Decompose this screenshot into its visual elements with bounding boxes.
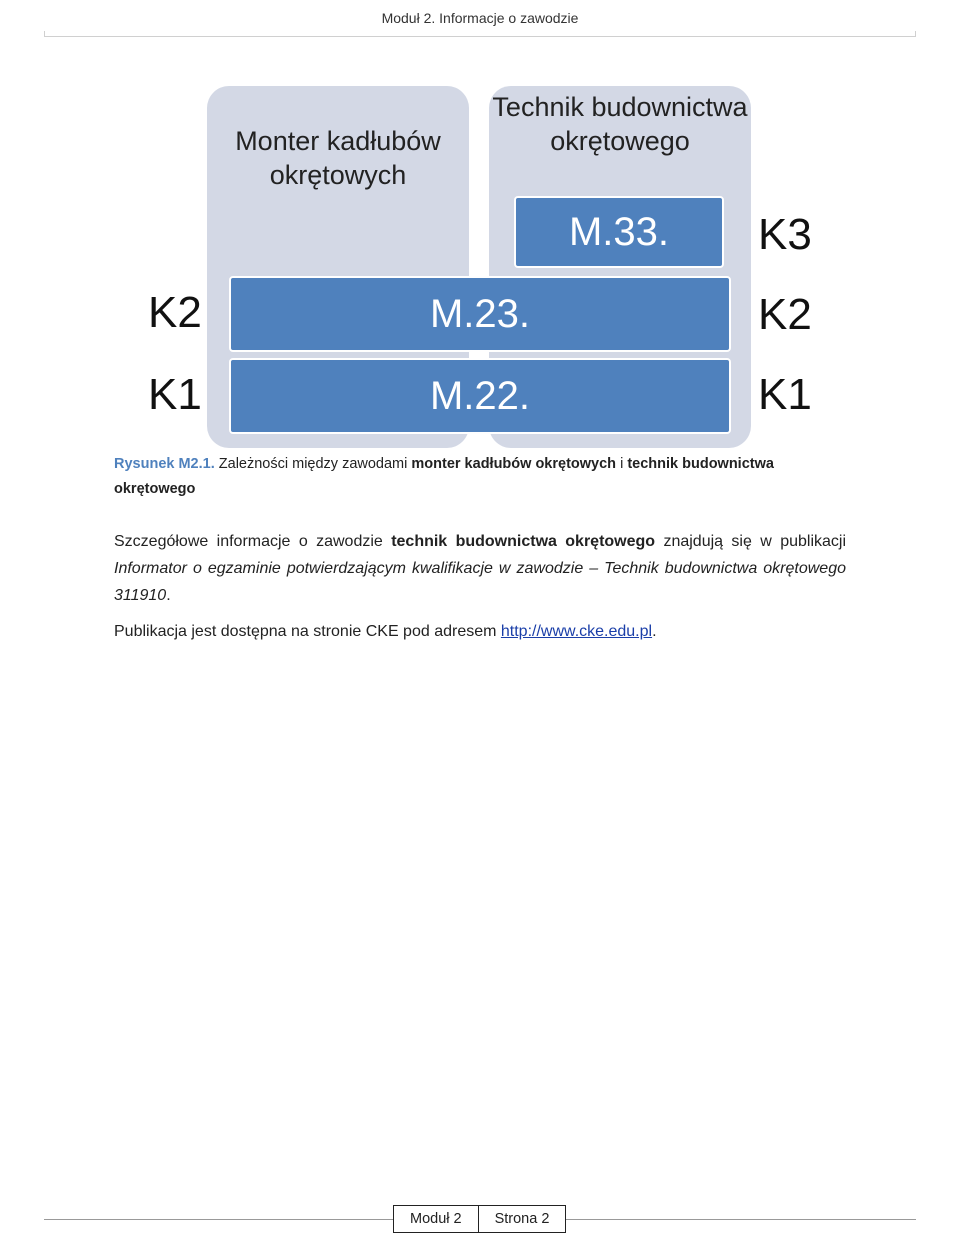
level-right-k2: K2 <box>758 290 812 339</box>
para2-text-2: . <box>652 623 657 640</box>
level-right-k1: K1 <box>758 370 812 419</box>
page-footer <box>393 1205 566 1233</box>
qualification-diagram <box>0 0 960 460</box>
para1-italic-1: Informator o egzaminie potwierdzającym kwalifikacje w zawodzie – Technik budownictwa okrętowego 311910 <box>114 560 846 604</box>
paragraph-details <box>114 528 846 609</box>
para1-bold-1: technik budownictwa okrętowego <box>391 533 656 550</box>
caption-text-2: i <box>616 456 628 472</box>
panel-technik-title: Technik budownictwa okrętowego <box>492 92 748 156</box>
paragraph-publication <box>114 618 846 645</box>
caption-bold-2: technik budownictwa okrętowego <box>114 456 774 497</box>
level-left-k2: K2 <box>148 288 202 337</box>
level-left-k1: K1 <box>148 370 202 419</box>
footer-module: Moduł 2 <box>393 1205 479 1233</box>
module-m22: M.22. <box>229 358 731 434</box>
figure-label: Rysunek M2.1. <box>114 456 215 472</box>
footer-page-number: Strona 2 <box>479 1205 567 1233</box>
caption-bold-1: monter kadłubów okrętowych <box>411 456 617 472</box>
level-right-k3: K3 <box>758 210 812 259</box>
panel-monter-title: Monter kadłubów okrętowych <box>235 126 441 190</box>
para1-text-2: znajdują się w publikacji <box>655 533 846 550</box>
caption-text-1: Zależności między zawodami <box>214 456 412 472</box>
para2-text-1: Publikacja jest dostępna na stronie CKE pod adresem <box>114 623 501 640</box>
para1-text-3: . <box>166 587 171 604</box>
module-m33: M.33. <box>514 196 724 268</box>
module-m23: M.23. <box>229 276 731 352</box>
para1-text-1: Szczegółowe informacje o zawodzie <box>114 533 392 550</box>
figure-caption <box>114 452 854 502</box>
cke-link[interactable]: http://www.cke.edu.pl <box>500 623 653 640</box>
page-header: Moduł 2. Informacje o zawodzie <box>381 10 579 26</box>
